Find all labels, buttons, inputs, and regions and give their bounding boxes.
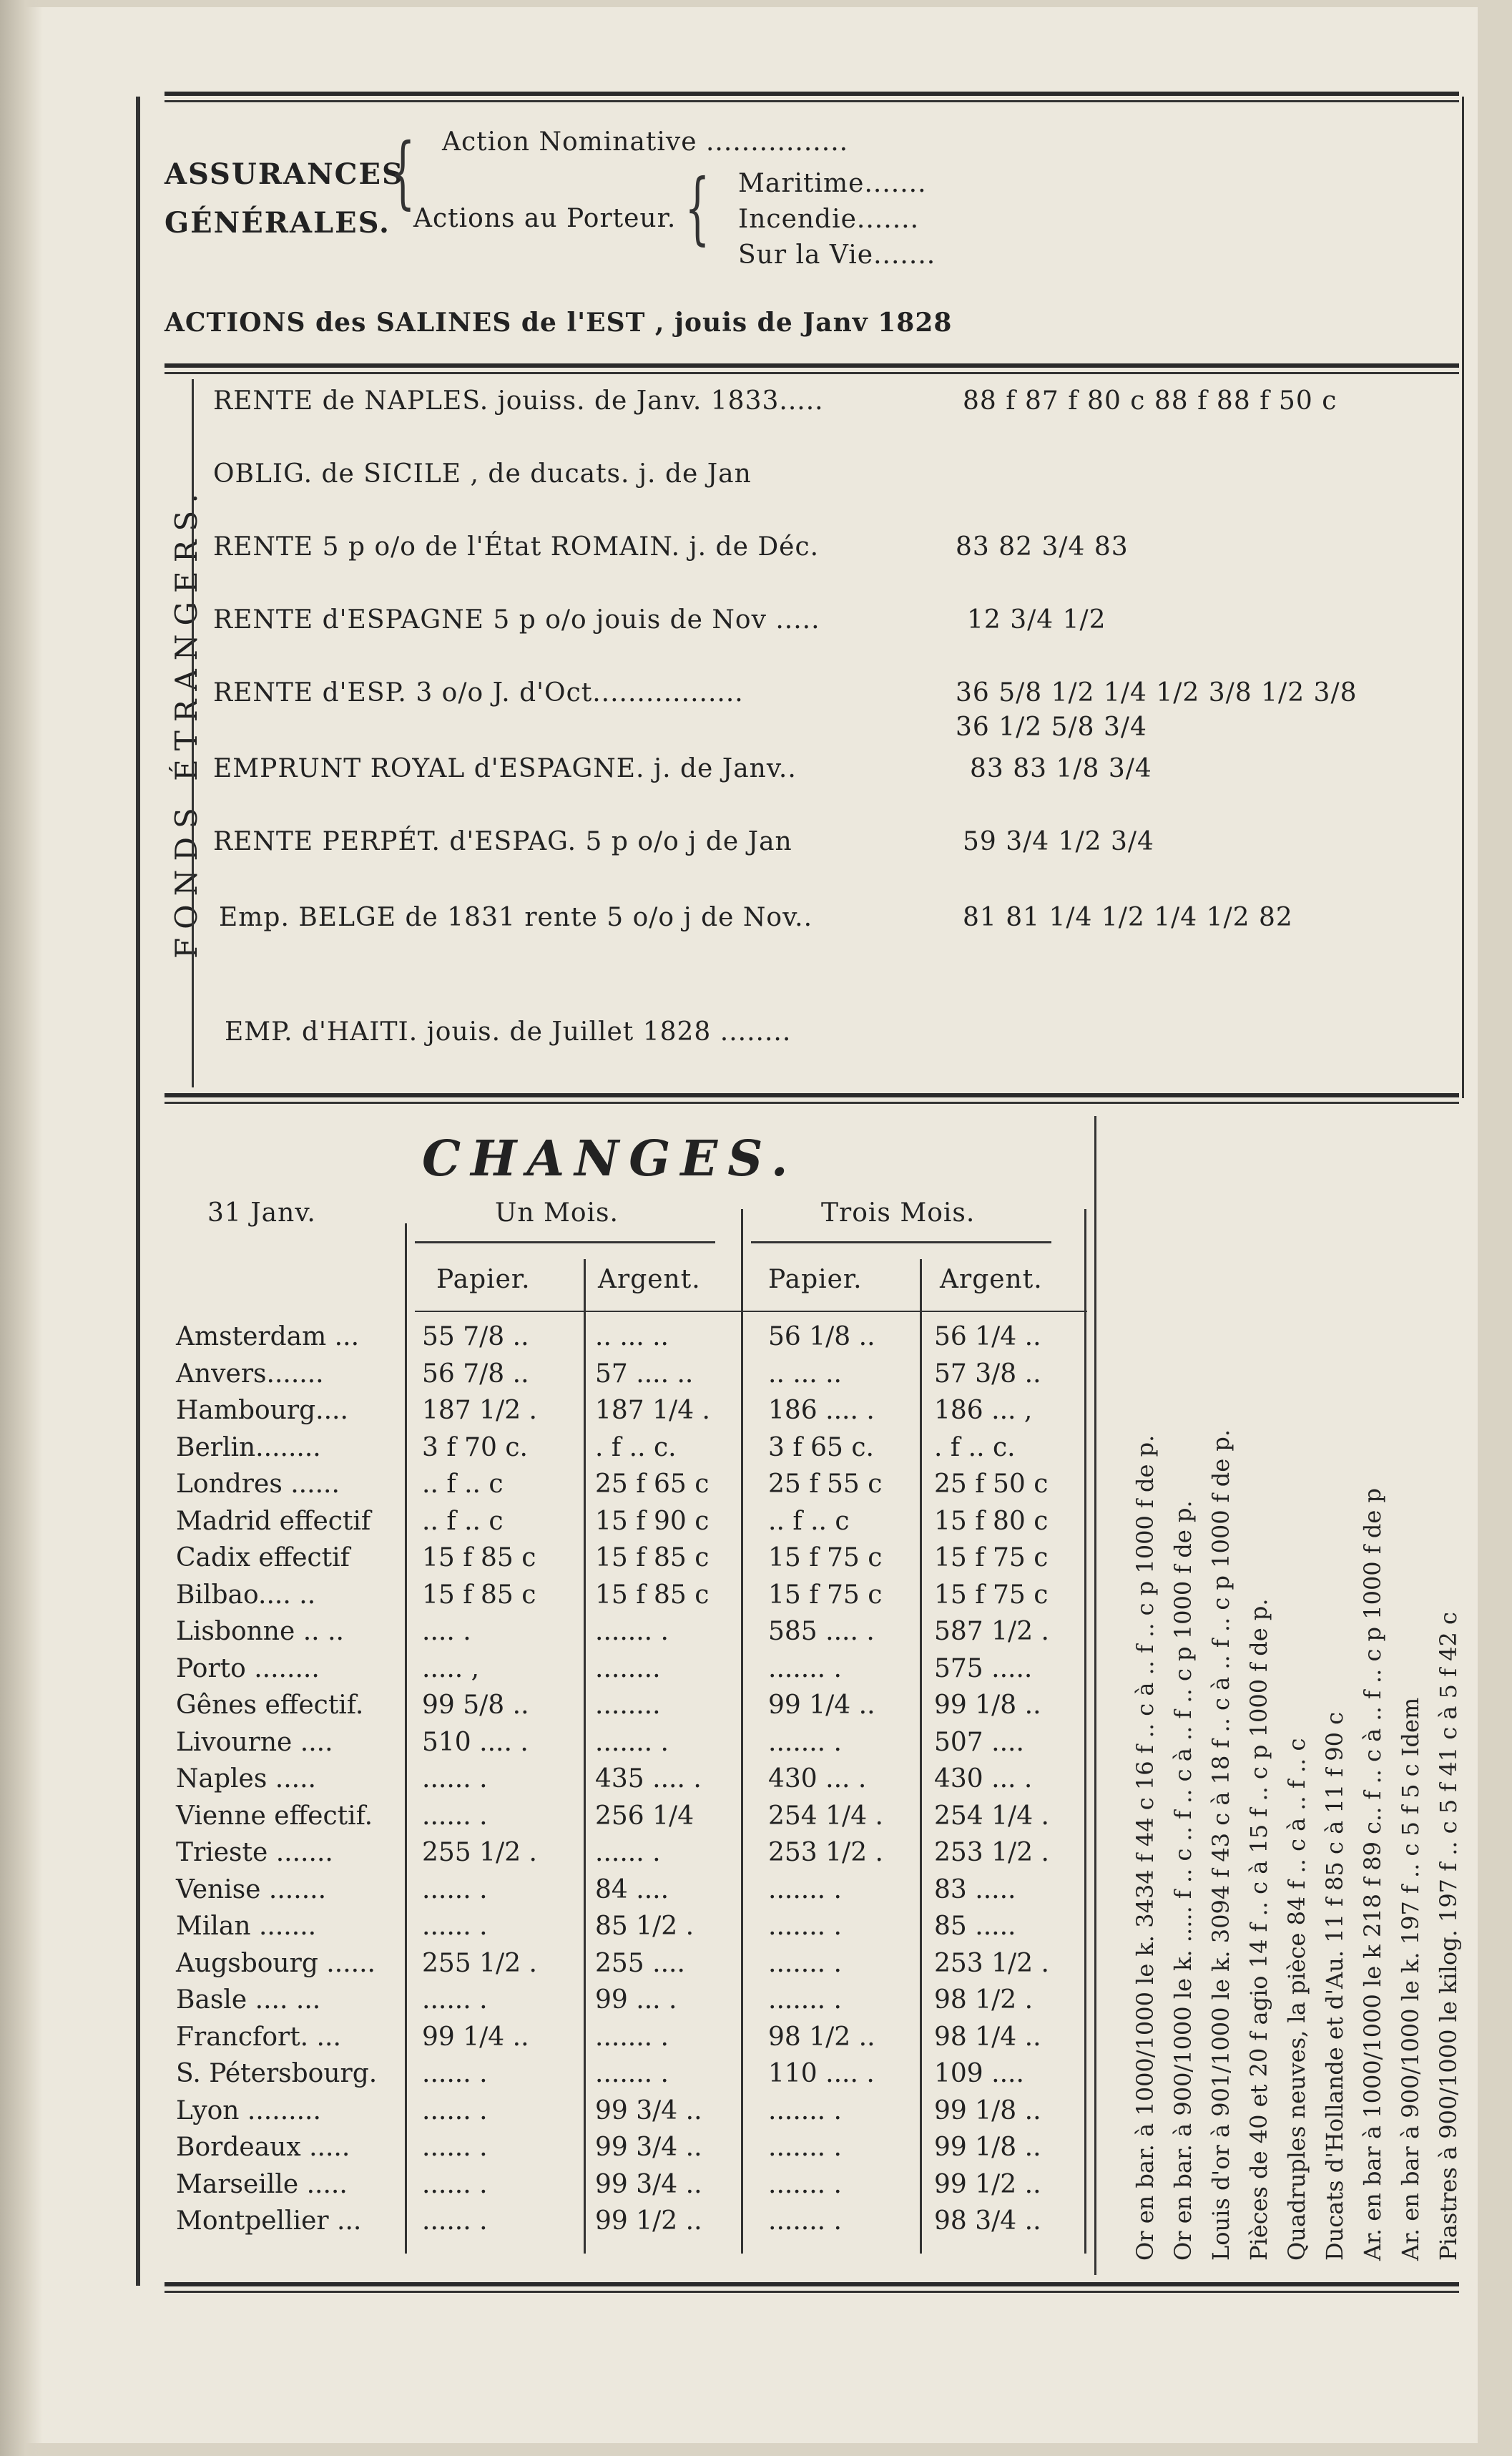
- fonds-row-6: EMPRUNT ROYAL d'ESPAGNE. j. de Janv..: [213, 754, 797, 783]
- change-city-23: Bordeaux .....: [176, 2133, 350, 2162]
- metal-quote-4: Pièces de 40 et 20 f agio 14 f .. c à 15 f .. c p 1000 f de p.: [1245, 1598, 1272, 2261]
- change-un-mois-argent-24: 99 3/4 ..: [595, 2169, 702, 2199]
- fonds-divider: [192, 379, 194, 1087]
- fonds-values-3: 83 82 3/4 83: [956, 532, 1129, 562]
- fonds-row-8: Emp. BELGE de 1831 rente 5 o/o j de Nov..: [219, 903, 813, 932]
- change-un-mois-papier-9: .... .: [422, 1617, 471, 1646]
- change-un-mois-argent-21: ....... .: [595, 2059, 669, 2088]
- change-trois-mois-argent-13: 430 ... .: [934, 1764, 1033, 1794]
- change-trois-mois-argent-3: 186 ... ,: [934, 1396, 1033, 1425]
- change-un-mois-argent-5: 25 f 65 c: [595, 1469, 710, 1499]
- fonds-row-9: EMP. d'HAITI. jouis. de Juillet 1828 ........: [225, 1017, 792, 1047]
- change-trois-mois-papier-5: 25 f 55 c: [768, 1469, 883, 1499]
- fonds-row-2: OBLIG. de SICILE , de ducats. j. de Jan: [213, 459, 752, 489]
- change-trois-mois-argent-5: 25 f 50 c: [934, 1469, 1049, 1499]
- book-spine-shadow: [0, 0, 43, 2456]
- change-un-mois-argent-19: 99 ... .: [595, 1985, 677, 2015]
- metal-quote-6: Ducats d'Hollande et d'Au. 11 f 85 c à 11 f 90 c: [1321, 1711, 1348, 2261]
- change-un-mois-argent-15: ...... .: [595, 1838, 661, 1867]
- change-un-mois-argent-2: 57 .... ..: [595, 1359, 694, 1389]
- change-trois-mois-papier-9: 585 .... .: [768, 1617, 875, 1646]
- argent-1-heading: Argent.: [598, 1265, 701, 1294]
- change-un-mois-papier-21: ...... .: [422, 2059, 488, 2088]
- change-trois-mois-argent-24: 99 1/2 ..: [934, 2169, 1041, 2199]
- argent-3-heading: Argent.: [940, 1265, 1043, 1294]
- change-trois-mois-argent-9: 587 1/2 .: [934, 1617, 1049, 1646]
- change-city-20: Francfort. ...: [176, 2022, 341, 2052]
- change-city-18: Augsbourg ......: [176, 1948, 375, 1978]
- change-un-mois-argent-13: 435 .... .: [595, 1764, 702, 1794]
- change-trois-mois-argent-6: 15 f 80 c: [934, 1506, 1049, 1536]
- un-mois-rule: [415, 1241, 715, 1243]
- change-trois-mois-argent-17: 85 .....: [934, 1912, 1016, 1941]
- change-trois-mois-papier-20: 98 1/2 ..: [768, 2022, 875, 2052]
- change-un-mois-argent-18: 255 ....: [595, 1948, 685, 1978]
- col-divider-1: [405, 1223, 407, 2254]
- papier-1-heading: Papier.: [436, 1265, 531, 1294]
- change-un-mois-papier-18: 255 1/2 .: [422, 1948, 537, 1978]
- rule-fonds-top-thin: [165, 372, 1459, 374]
- subheading-rule: [415, 1311, 1087, 1312]
- fonds-values-6: 83 83 1/8 3/4: [970, 754, 1152, 783]
- brace-right: {: [684, 162, 710, 253]
- change-trois-mois-papier-7: 15 f 75 c: [768, 1543, 883, 1572]
- change-un-mois-papier-4: 3 f 70 c.: [422, 1432, 528, 1462]
- change-un-mois-papier-20: 99 1/4 ..: [422, 2022, 529, 2052]
- change-trois-mois-papier-16: ....... .: [768, 1874, 842, 1904]
- change-un-mois-papier-8: 15 f 85 c: [422, 1580, 536, 1610]
- sur-la-vie: Sur la Vie.......: [738, 240, 936, 270]
- brace-left: {: [390, 126, 416, 217]
- change-trois-mois-papier-18: ....... .: [768, 1948, 842, 1978]
- incendie: Incendie.......: [738, 205, 920, 234]
- papier-3-heading: Papier.: [768, 1265, 863, 1294]
- change-trois-mois-argent-7: 15 f 75 c: [934, 1543, 1049, 1572]
- change-trois-mois-argent-18: 253 1/2 .: [934, 1948, 1049, 1978]
- un-mois-heading: Un Mois.: [495, 1198, 619, 1228]
- salines: ACTIONS des SALINES de l'EST , jouis de Janv 1828: [165, 308, 953, 338]
- change-trois-mois-papier-15: 253 1/2 .: [768, 1838, 883, 1867]
- change-un-mois-argent-20: ....... .: [595, 2022, 669, 2052]
- change-city-19: Basle .... ...: [176, 1985, 321, 2015]
- fonds-row-5: RENTE d'ESP. 3 o/o J. d'Oct.................: [213, 678, 744, 708]
- change-un-mois-argent-17: 85 1/2 .: [595, 1912, 694, 1941]
- change-un-mois-argent-1: .. ... ..: [595, 1322, 669, 1351]
- metal-quote-2: Or en bar. à 900/1000 le k. ..... f .. c .. f .. c à .. f .. c p 1000 f de p.: [1169, 1500, 1197, 2261]
- change-un-mois-argent-10: ........: [595, 1653, 661, 1683]
- bottom-rule: [165, 2282, 1459, 2286]
- fonds-row-4: RENTE d'ESPAGNE 5 p o/o jouis de Nov .....: [213, 605, 820, 635]
- change-city-9: Lisbonne .. ..: [176, 1617, 344, 1646]
- change-city-22: Lyon .........: [176, 2095, 321, 2125]
- change-city-4: Berlin........: [176, 1432, 321, 1462]
- change-city-5: Londres ......: [176, 1469, 340, 1499]
- fonds-values-7: 59 3/4 1/2 3/4: [963, 827, 1154, 856]
- change-city-7: Cadix effectif: [176, 1543, 350, 1572]
- change-trois-mois-argent-15: 253 1/2 .: [934, 1838, 1049, 1867]
- change-un-mois-argent-8: 15 f 85 c: [595, 1580, 710, 1610]
- change-trois-mois-papier-21: 110 .... .: [768, 2059, 875, 2088]
- change-un-mois-papier-5: .. f .. c: [422, 1469, 504, 1499]
- change-un-mois-argent-16: 84 ....: [595, 1874, 669, 1904]
- change-trois-mois-argent-12: 507 ....: [934, 1727, 1024, 1757]
- change-city-6: Madrid effectif: [176, 1506, 371, 1536]
- bottom-rule-thin: [165, 2291, 1459, 2293]
- change-city-16: Venise .......: [176, 1874, 327, 1904]
- change-city-11: Gênes effectif.: [176, 1691, 364, 1720]
- top-rule: [165, 92, 1459, 96]
- change-un-mois-argent-7: 15 f 85 c: [595, 1543, 710, 1572]
- trois-mois-rule: [751, 1241, 1051, 1243]
- change-un-mois-papier-22: ...... .: [422, 2095, 488, 2125]
- rule-changes-top-thin: [165, 1102, 1459, 1104]
- change-trois-mois-argent-25: 98 3/4 ..: [934, 2206, 1041, 2236]
- change-trois-mois-argent-11: 99 1/8 ..: [934, 1691, 1041, 1720]
- fonds-values-4: 12 3/4 1/2: [967, 605, 1106, 635]
- rule-changes-top: [165, 1093, 1459, 1097]
- change-trois-mois-papier-23: ....... .: [768, 2133, 842, 2162]
- change-city-1: Amsterdam ...: [176, 1322, 360, 1351]
- change-un-mois-argent-23: 99 3/4 ..: [595, 2133, 702, 2162]
- change-un-mois-papier-13: ...... .: [422, 1764, 488, 1794]
- change-un-mois-argent-22: 99 3/4 ..: [595, 2095, 702, 2125]
- actions-porteur: Actions au Porteur.: [413, 204, 677, 233]
- change-trois-mois-papier-10: ....... .: [768, 1653, 842, 1683]
- change-un-mois-papier-7: 15 f 85 c: [422, 1543, 536, 1572]
- fonds-row-1: RENTE de NAPLES. jouiss. de Janv. 1833.....: [213, 386, 824, 416]
- change-un-mois-papier-16: ...... .: [422, 1874, 488, 1904]
- change-city-2: Anvers.......: [176, 1359, 324, 1389]
- change-trois-mois-papier-8: 15 f 75 c: [768, 1580, 883, 1610]
- change-trois-mois-papier-6: .. f .. c: [768, 1506, 850, 1536]
- metal-quote-9: Piastres à 900/1000 le kilog. 197 f .. c 5 f 41 c à 5 f 42 c: [1435, 1612, 1462, 2261]
- change-trois-mois-argent-19: 98 1/2 .: [934, 1985, 1034, 2015]
- changes-title: CHANGES.: [422, 1130, 798, 1188]
- left-border: [136, 97, 140, 2286]
- action-nominative: Action Nominative ................: [442, 127, 849, 157]
- change-trois-mois-argent-21: 109 ....: [934, 2059, 1024, 2088]
- top-rule-thin: [165, 100, 1459, 102]
- change-trois-mois-papier-4: 3 f 65 c.: [768, 1432, 874, 1462]
- change-trois-mois-papier-3: 186 .... .: [768, 1396, 875, 1425]
- change-un-mois-argent-14: 256 1/4: [595, 1801, 694, 1831]
- fonds-values-1: 88 f 87 f 80 c 88 f 88 f 50 c: [963, 386, 1337, 416]
- change-trois-mois-papier-11: 99 1/4 ..: [768, 1691, 875, 1720]
- change-city-25: Montpellier ...: [176, 2206, 362, 2236]
- change-city-10: Porto ........: [176, 1653, 320, 1683]
- assurances-title-1: ASSURANCES: [165, 157, 404, 191]
- change-trois-mois-papier-13: 430 ... .: [768, 1764, 867, 1794]
- change-trois-mois-argent-8: 15 f 75 c: [934, 1580, 1049, 1610]
- change-un-mois-argent-12: ....... .: [595, 1727, 669, 1757]
- change-un-mois-papier-15: 255 1/2 .: [422, 1838, 537, 1867]
- change-city-12: Livourne ....: [176, 1727, 333, 1757]
- col-divider-6: [1094, 1116, 1096, 2275]
- change-un-mois-papier-12: 510 .... .: [422, 1727, 529, 1757]
- change-city-21: S. Pétersbourg.: [176, 2059, 378, 2088]
- change-city-15: Trieste .......: [176, 1838, 333, 1867]
- change-trois-mois-papier-2: .. ... ..: [768, 1359, 842, 1389]
- change-un-mois-papier-23: ...... .: [422, 2133, 488, 2162]
- change-un-mois-argent-25: 99 1/2 ..: [595, 2206, 702, 2236]
- change-trois-mois-papier-25: ....... .: [768, 2206, 842, 2236]
- metal-quote-8: Ar. en bar à 900/1000 le k. 197 f .. c 5 f 5 c Idem: [1397, 1697, 1424, 2261]
- change-un-mois-argent-9: ....... .: [595, 1617, 669, 1646]
- change-trois-mois-argent-16: 83 .....: [934, 1874, 1016, 1904]
- change-trois-mois-argent-4: . f .. c.: [934, 1432, 1016, 1462]
- change-trois-mois-argent-1: 56 1/4 ..: [934, 1322, 1041, 1351]
- assurances-title-2: GÉNÉRALES.: [165, 206, 391, 240]
- change-trois-mois-argent-23: 99 1/8 ..: [934, 2133, 1041, 2162]
- change-un-mois-papier-11: 99 5/8 ..: [422, 1691, 529, 1720]
- change-city-17: Milan .......: [176, 1912, 317, 1941]
- col-divider-4: [920, 1259, 922, 2254]
- change-trois-mois-papier-24: ....... .: [768, 2169, 842, 2199]
- change-un-mois-argent-4: . f .. c.: [595, 1432, 677, 1462]
- metal-quote-7: Ar. en bar à 1000/1000 le k 218 f 89 c.. f .. c à .. f .. c p 1000 f de p: [1359, 1488, 1386, 2261]
- change-trois-mois-argent-20: 98 1/4 ..: [934, 2022, 1041, 2052]
- change-city-13: Naples .....: [176, 1764, 316, 1794]
- change-un-mois-papier-25: ...... .: [422, 2206, 488, 2236]
- change-city-14: Vienne effectif.: [176, 1801, 373, 1831]
- trois-mois-heading: Trois Mois.: [821, 1198, 976, 1228]
- change-un-mois-argent-3: 187 1/4 .: [595, 1396, 710, 1425]
- change-un-mois-papier-17: ...... .: [422, 1912, 488, 1941]
- change-trois-mois-papier-22: ....... .: [768, 2095, 842, 2125]
- change-trois-mois-papier-17: ....... .: [768, 1912, 842, 1941]
- change-un-mois-argent-11: ........: [595, 1691, 661, 1720]
- fonds-values-5: 36 5/8 1/2 1/4 1/2 3/8 1/2 3/8: [956, 678, 1358, 708]
- changes-date: 31 Janv.: [207, 1198, 316, 1228]
- maritime: Maritime.......: [738, 169, 927, 198]
- fonds-values-5b: 36 1/2 5/8 3/4: [956, 713, 1147, 742]
- fonds-values-8: 81 81 1/4 1/2 1/4 1/2 82: [963, 903, 1293, 932]
- change-city-8: Bilbao.... ..: [176, 1580, 316, 1610]
- change-trois-mois-argent-10: 575 .....: [934, 1653, 1033, 1683]
- col-divider-3: [741, 1209, 743, 2254]
- change-un-mois-papier-14: ...... .: [422, 1801, 488, 1831]
- rule-fonds-top: [165, 363, 1459, 368]
- change-trois-mois-argent-2: 57 3/8 ..: [934, 1359, 1041, 1389]
- fonds-row-3: RENTE 5 p o/o de l'État ROMAIN. j. de Déc.: [213, 532, 820, 562]
- change-trois-mois-papier-14: 254 1/4 .: [768, 1801, 883, 1831]
- fonds-etrangers-label: FONDS ÉTRANGERS.: [169, 485, 204, 959]
- change-trois-mois-papier-19: ....... .: [768, 1985, 842, 2015]
- change-city-3: Hambourg....: [176, 1396, 348, 1425]
- change-un-mois-papier-6: .. f .. c: [422, 1506, 504, 1536]
- change-un-mois-argent-6: 15 f 90 c: [595, 1506, 710, 1536]
- change-trois-mois-argent-22: 99 1/8 ..: [934, 2095, 1041, 2125]
- change-city-24: Marseille .....: [176, 2169, 348, 2199]
- metal-quote-1: Or en bar. à 1000/1000 le k. 3434 f 44 c 16 f .. c à .. f .. c p 1000 f de p.: [1131, 1434, 1159, 2261]
- metal-quote-3: Louis d'or à 901/1000 le k. 3094 f 43 c à 18 f .. c à .. f .. c p 1000 f de p.: [1207, 1429, 1234, 2261]
- change-un-mois-papier-19: ...... .: [422, 1985, 488, 2015]
- change-trois-mois-papier-1: 56 1/8 ..: [768, 1322, 875, 1351]
- change-un-mois-papier-10: ..... ,: [422, 1653, 480, 1683]
- change-un-mois-papier-2: 56 7/8 ..: [422, 1359, 529, 1389]
- change-trois-mois-papier-12: ....... .: [768, 1727, 842, 1757]
- change-un-mois-papier-3: 187 1/2 .: [422, 1396, 537, 1425]
- col-divider-5: [1084, 1209, 1086, 2254]
- change-un-mois-papier-24: ...... .: [422, 2169, 488, 2199]
- change-un-mois-papier-1: 55 7/8 ..: [422, 1322, 529, 1351]
- col-divider-2: [584, 1259, 586, 2254]
- change-trois-mois-argent-14: 254 1/4 .: [934, 1801, 1049, 1831]
- metal-quote-5: Quadruples neuves, la pièce 84 f .. c à .. f .. c: [1283, 1738, 1310, 2261]
- right-border-top: [1462, 97, 1464, 1098]
- fonds-row-7: RENTE PERPÉT. d'ESPAG. 5 p o/o j de Jan: [213, 827, 792, 856]
